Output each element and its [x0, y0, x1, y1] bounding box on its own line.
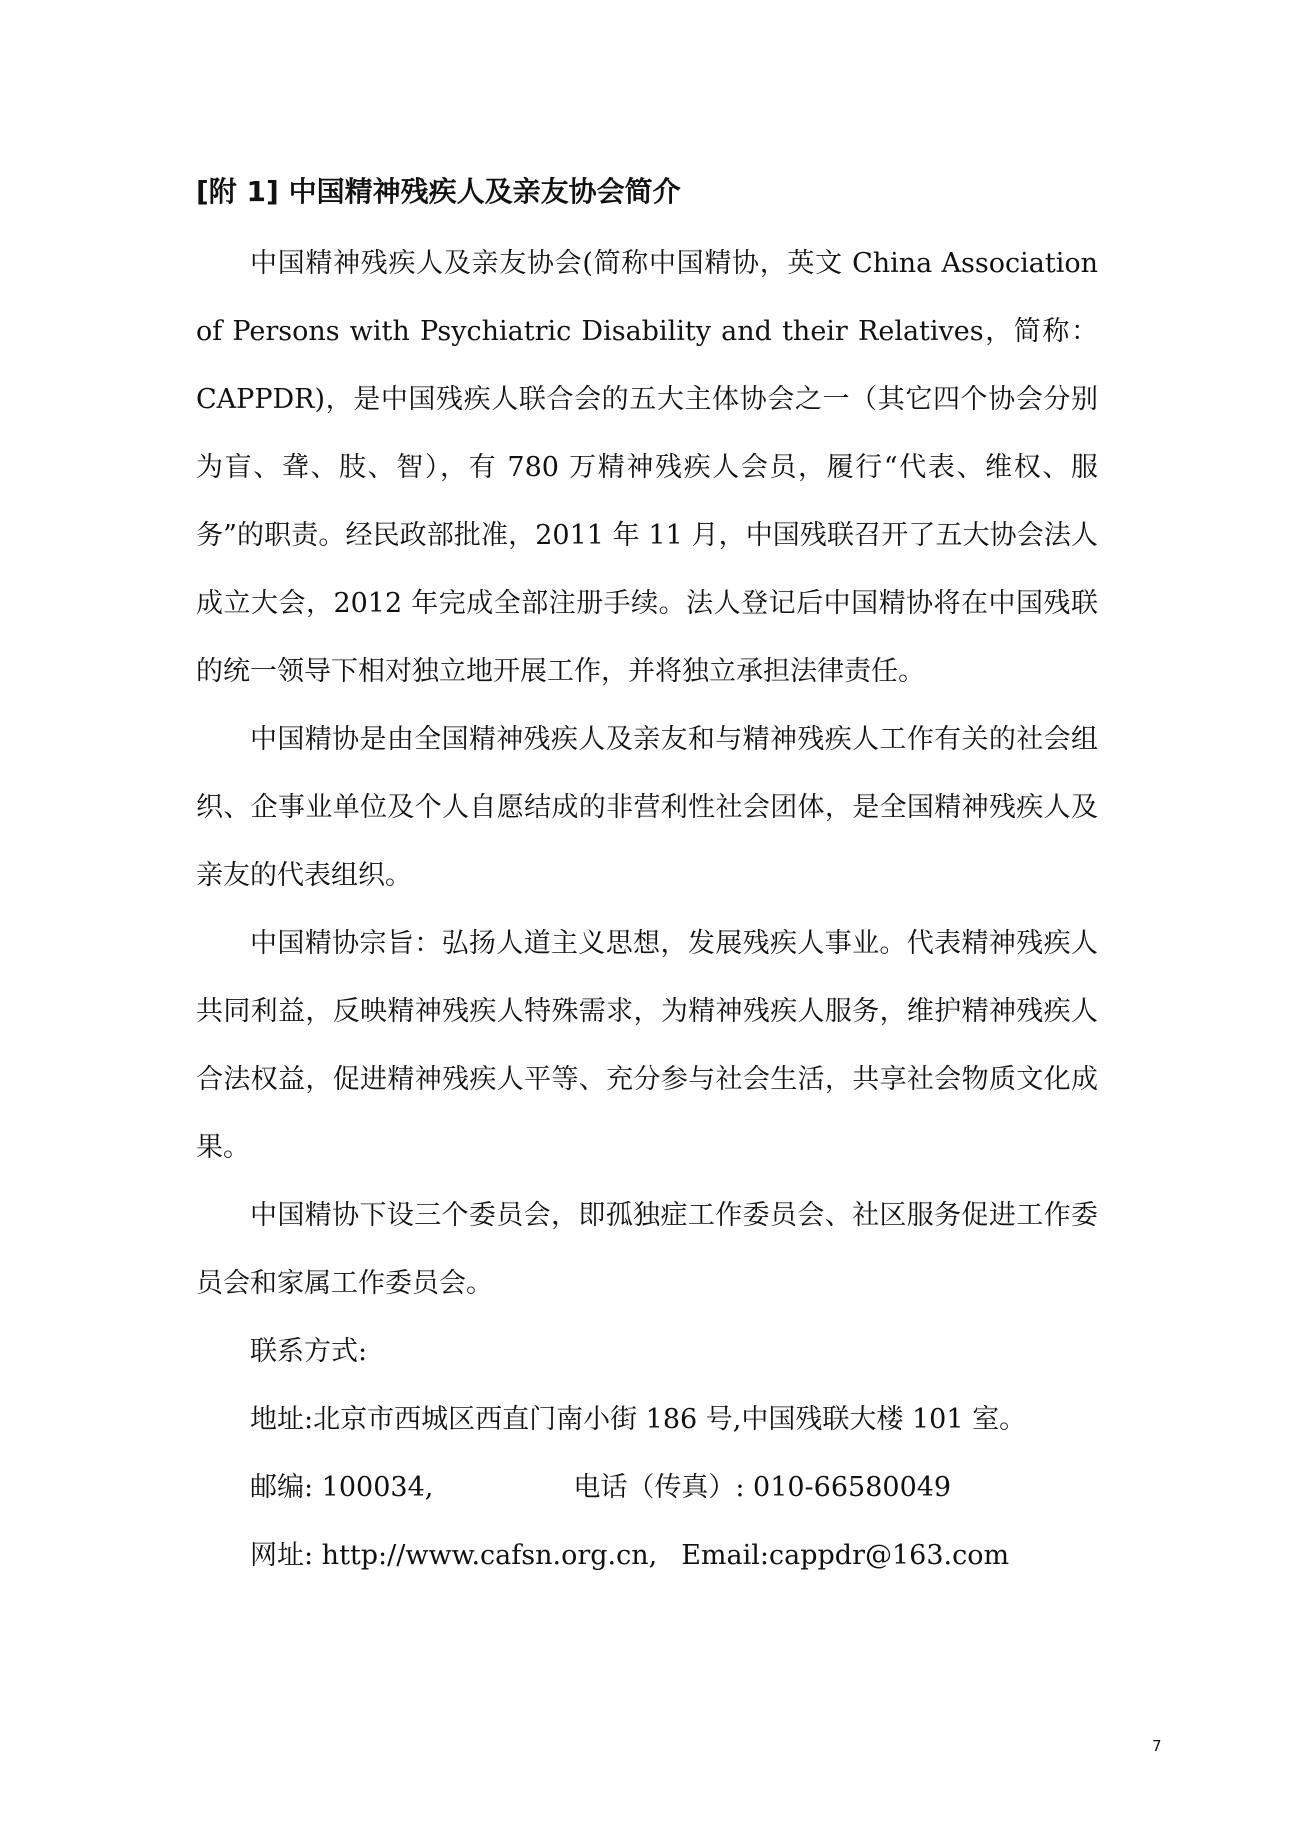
paragraph-purpose: 中国精协宗旨：弘扬人道主义思想，发展残疾人事业。代表精神残疾人共同利益，反映精神残疾人特殊需求，为精神残疾人服务，维护精神残疾人合法权益，促进精神残疾人平等、充分参与社会生活，共享社会物质文化成果。	[196, 928, 1098, 1163]
contact-address: 地址:北京市西城区西直门南小街 186 号,中国残联大楼 101 室。	[250, 1404, 1027, 1435]
paragraph-introduction: 中国精神残疾人及亲友协会(简称中国精协，英文 China Association of Persons with Psychiatric Disability and their Relatives，简称：CAPPDR)，是中国残疾人联合会的五大主体协会之一（其它四个协会分别为盲、聋、肢、智），有 780 万精神残疾人会员，履行“代表、维权、服务”的职责。经民政部批准，2011 年 11 月，中国残联召开了五大协会法人成立大会，2012 年完成全部注册手续。法人登记后中国精协将在中国残联的统一领导下相对独立地开展工作，并将独立承担法律责任。	[196, 248, 1098, 687]
paragraph-committees: 中国精协下设三个委员会，即孤独症工作委员会、社区服务促进工作委员会和家属工作委员会。	[196, 1200, 1098, 1299]
contact-email: Email:cappdr@163.com	[681, 1540, 1010, 1571]
contact-postcode-phone-row	[196, 1454, 1098, 1522]
contact-phone: 电话（传真）: 010-66580049	[573, 1472, 952, 1503]
document-heading: [附 1] 中国精神残疾人及亲友协会简介	[196, 175, 681, 208]
contact-postcode: 邮编: 100034,	[250, 1472, 434, 1503]
document-body	[196, 165, 1098, 1590]
page-number: 7	[1152, 1737, 1162, 1755]
contact-title: 联系方式:	[250, 1336, 368, 1367]
contact-website: 网址: http://www.cafsn.org.cn,	[250, 1540, 658, 1571]
paragraph-composition: 中国精协是由全国精神残疾人及亲友和与精神残疾人工作有关的社会组织、企事业单位及个人自愿结成的非营利性社会团体，是全国精神残疾人及亲友的代表组织。	[196, 724, 1098, 891]
contact-web-email-row	[196, 1522, 1098, 1590]
